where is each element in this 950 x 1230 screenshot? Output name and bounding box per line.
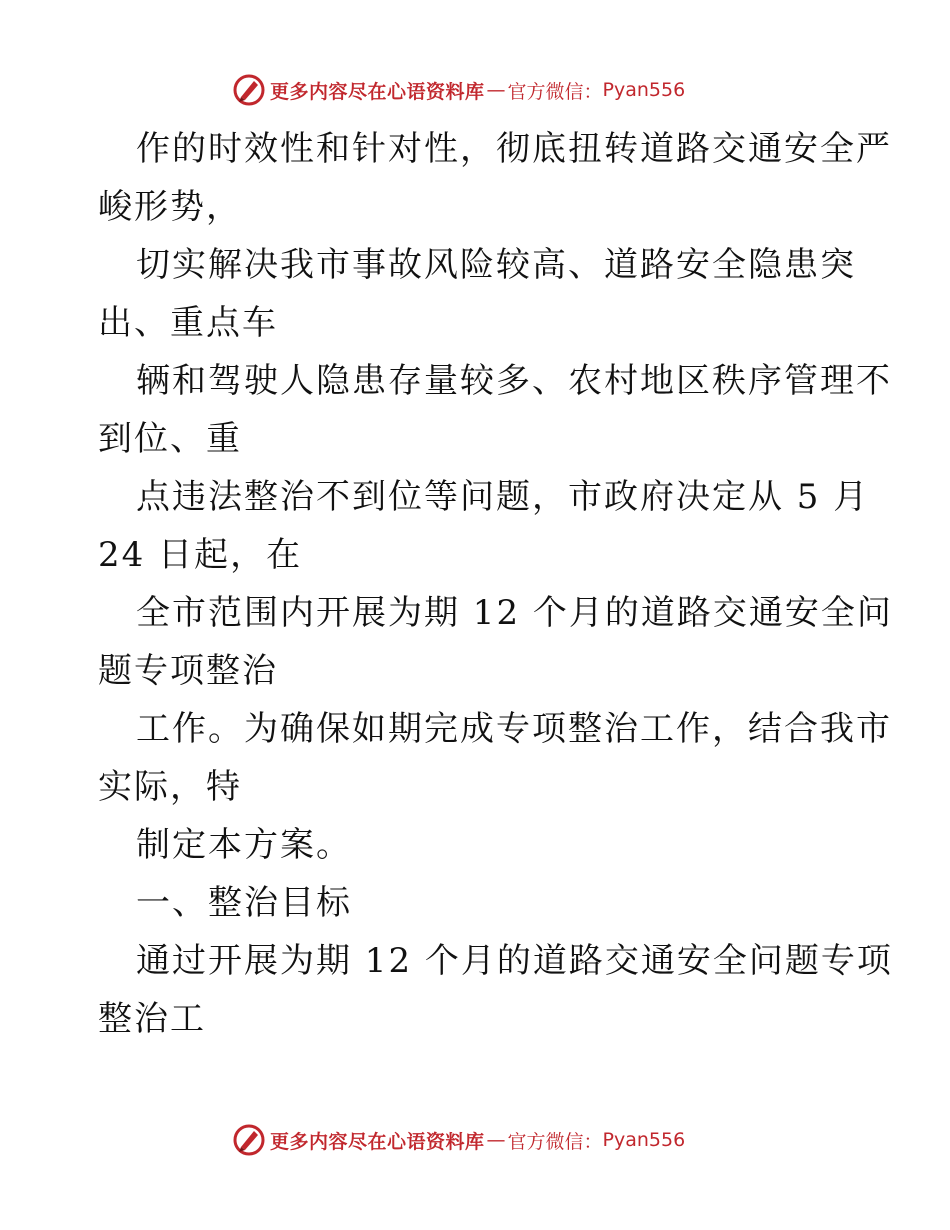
text-line: 作的时效性和针对性，彻底扭转道路交通安全严: [136, 129, 892, 169]
text-line: 整治工: [98, 999, 206, 1039]
text-line: 24 日起，在: [98, 535, 303, 575]
text-line: 峻形势，: [98, 187, 242, 227]
wechat-label: 官方微信：: [507, 80, 603, 103]
watermark-dash: —: [486, 1129, 506, 1151]
watermark-text: 更多内容尽在心语资料库: [270, 80, 485, 103]
text-line: 通过开展为期 12 个月的道路交通安全问题专项: [136, 941, 893, 981]
pen-logo-icon: [232, 73, 266, 107]
text-line: 全市范围内开展为期 12 个月的道路交通安全问: [136, 593, 893, 633]
footer-watermark: [232, 1122, 752, 1158]
text-line: 题专项整治: [98, 651, 278, 691]
text-line: 出、重点车: [98, 303, 278, 343]
text-line: 点违法整治不到位等问题，市政府决定从 5 月: [136, 477, 870, 517]
wechat-id: Pyan556: [602, 1129, 686, 1151]
watermark-text: 更多内容尽在心语资料库: [270, 1130, 485, 1153]
text-line: 制定本方案。: [136, 825, 352, 865]
document-body: [98, 120, 893, 1048]
section-heading: 一、整治目标: [136, 883, 352, 923]
pen-logo-icon: [232, 1123, 266, 1157]
text-line: 工作。为确保如期完成专项整治工作，结合我市: [136, 709, 892, 749]
text-line: 辆和驾驶人隐患存量较多、农村地区秩序管理不: [136, 361, 892, 401]
text-line: 到位、重: [98, 419, 242, 459]
text-line: 实际，特: [98, 767, 242, 807]
wechat-id: Pyan556: [602, 79, 686, 101]
watermark-dash: —: [486, 79, 506, 101]
text-line: 切实解决我市事故风险较高、道路安全隐患突: [136, 245, 856, 285]
header-watermark: [232, 72, 752, 108]
wechat-label: 官方微信：: [507, 1130, 603, 1153]
